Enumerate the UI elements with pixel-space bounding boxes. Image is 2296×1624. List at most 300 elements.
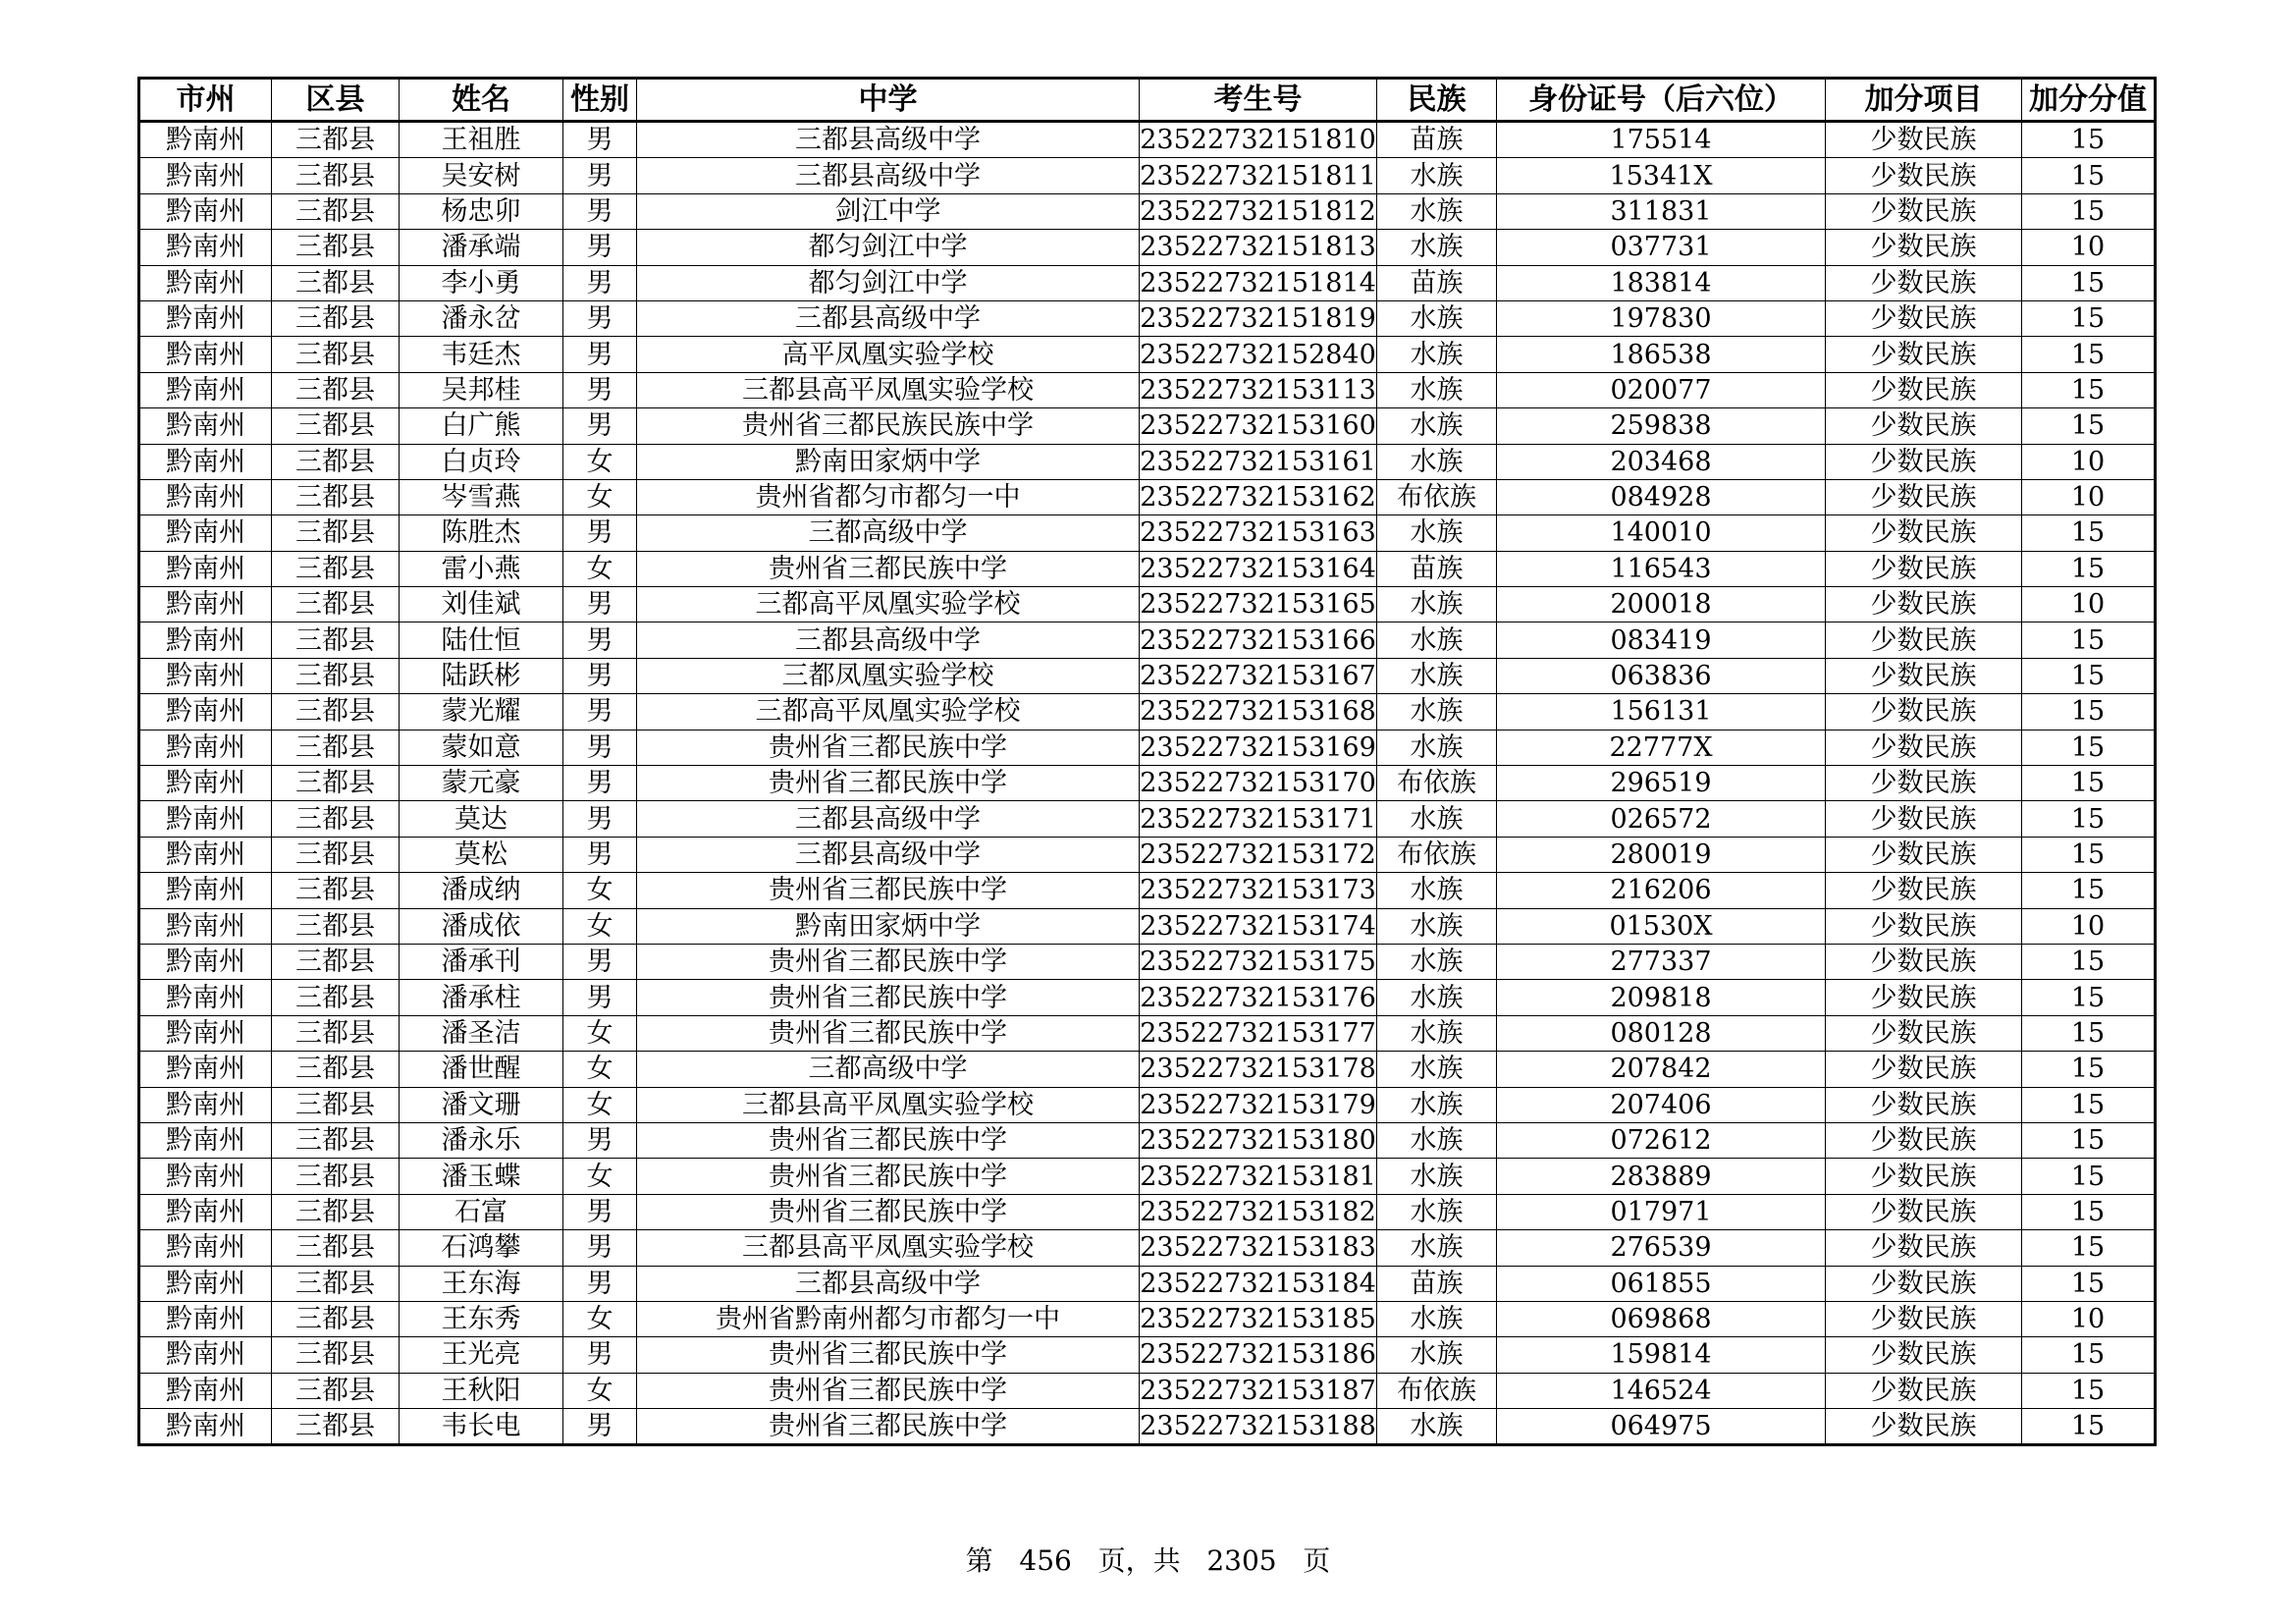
cell-exam-number: 23522732153179: [1140, 1087, 1377, 1122]
cell-city: 黔南州: [139, 1052, 272, 1087]
cell-bonus-points: 10: [2022, 908, 2156, 944]
cell-gender: 男: [563, 1266, 637, 1301]
cell-bonus-item: 少数民族: [1826, 1409, 2022, 1445]
cell-exam-number: 23522732151810: [1140, 122, 1377, 158]
cell-school: 三都县高级中学: [637, 801, 1140, 837]
cell-bonus-item: 少数民族: [1826, 479, 2022, 514]
table-row: [139, 694, 2156, 730]
cell-name: 莫松: [400, 837, 563, 872]
cell-name: 白贞玲: [400, 444, 563, 479]
cell-county: 三都县: [272, 587, 400, 623]
cell-ethnicity: 水族: [1377, 873, 1497, 908]
cell-bonus-item: 少数民族: [1826, 908, 2022, 944]
table-row: [139, 837, 2156, 872]
cell-bonus-item: 少数民族: [1826, 408, 2022, 444]
cell-bonus-points: 15: [2022, 1015, 2156, 1051]
cell-city: 黔南州: [139, 873, 272, 908]
cell-ethnicity: 苗族: [1377, 551, 1497, 586]
table-body: [139, 122, 2156, 1445]
cell-ethnicity: 水族: [1377, 908, 1497, 944]
cell-county: 三都县: [272, 623, 400, 658]
cell-school: 贵州省三都民族中学: [637, 730, 1140, 765]
cell-id-last-six: 200018: [1497, 587, 1826, 623]
cell-city: 黔南州: [139, 1373, 272, 1408]
cell-school: 黔南田家炳中学: [637, 908, 1140, 944]
cell-bonus-item: 少数民族: [1826, 730, 2022, 765]
cell-county: 三都县: [272, 944, 400, 979]
cell-bonus-item: 少数民族: [1826, 980, 2022, 1015]
cell-county: 三都县: [272, 551, 400, 586]
cell-ethnicity: 水族: [1377, 1087, 1497, 1122]
cell-city: 黔南州: [139, 122, 272, 158]
cell-name: 蒙如意: [400, 730, 563, 765]
cell-exam-number: 23522732153113: [1140, 372, 1377, 407]
cell-name: 陆仕恒: [400, 623, 563, 658]
table-row: [139, 944, 2156, 979]
cell-bonus-item: 少数民族: [1826, 1194, 2022, 1229]
cell-name: 潘承柱: [400, 980, 563, 1015]
cell-bonus-item: 少数民族: [1826, 230, 2022, 265]
cell-school: 贵州省三都民族中学: [637, 1409, 1140, 1445]
table-row: [139, 908, 2156, 944]
cell-county: 三都县: [272, 444, 400, 479]
cell-name: 莫达: [400, 801, 563, 837]
cell-school: 三都县高平凤凰实验学校: [637, 372, 1140, 407]
table-row: [139, 551, 2156, 586]
cell-school: 黔南田家炳中学: [637, 444, 1140, 479]
cell-county: 三都县: [272, 1266, 400, 1301]
cell-id-last-six: 183814: [1497, 265, 1826, 300]
cell-ethnicity: 苗族: [1377, 1266, 1497, 1301]
cell-name: 白广熊: [400, 408, 563, 444]
cell-county: 三都县: [272, 837, 400, 872]
cell-name: 王光亮: [400, 1337, 563, 1373]
cell-bonus-points: 15: [2022, 515, 2156, 551]
cell-exam-number: 23522732153180: [1140, 1122, 1377, 1158]
cell-city: 黔南州: [139, 158, 272, 193]
table-row: [139, 479, 2156, 514]
cell-name: 蒙元豪: [400, 766, 563, 801]
cell-city: 黔南州: [139, 1409, 272, 1445]
cell-gender: 男: [563, 766, 637, 801]
cell-ethnicity: 水族: [1377, 1159, 1497, 1194]
cell-ethnicity: 水族: [1377, 623, 1497, 658]
cell-exam-number: 23522732153167: [1140, 658, 1377, 693]
cell-id-last-six: 280019: [1497, 837, 1826, 872]
cell-gender: 男: [563, 1122, 637, 1158]
column-header-ethnicity: 民族: [1377, 79, 1497, 122]
table-row: [139, 1087, 2156, 1122]
cell-bonus-points: 10: [2022, 1301, 2156, 1336]
cell-bonus-item: 少数民族: [1826, 515, 2022, 551]
cell-ethnicity: 水族: [1377, 337, 1497, 372]
cell-city: 黔南州: [139, 372, 272, 407]
cell-bonus-item: 少数民族: [1826, 873, 2022, 908]
table-row: [139, 1230, 2156, 1266]
cell-name: 潘圣洁: [400, 1015, 563, 1051]
cell-ethnicity: 水族: [1377, 944, 1497, 979]
cell-ethnicity: 水族: [1377, 444, 1497, 479]
table-row: [139, 300, 2156, 336]
cell-exam-number: 23522732153176: [1140, 980, 1377, 1015]
cell-bonus-item: 少数民族: [1826, 1122, 2022, 1158]
cell-id-last-six: 296519: [1497, 766, 1826, 801]
cell-school: 三都县高级中学: [637, 837, 1140, 872]
cell-exam-number: 23522732153182: [1140, 1194, 1377, 1229]
cell-bonus-item: 少数民族: [1826, 658, 2022, 693]
cell-ethnicity: 苗族: [1377, 122, 1497, 158]
cell-gender: 男: [563, 158, 637, 193]
cell-school: 贵州省三都民族中学: [637, 873, 1140, 908]
cell-county: 三都县: [272, 158, 400, 193]
cell-county: 三都县: [272, 372, 400, 407]
cell-name: 王东秀: [400, 1301, 563, 1336]
cell-gender: 男: [563, 265, 637, 300]
cell-city: 黔南州: [139, 408, 272, 444]
cell-bonus-item: 少数民族: [1826, 1087, 2022, 1122]
cell-county: 三都县: [272, 1122, 400, 1158]
cell-bonus-item: 少数民族: [1826, 1337, 2022, 1373]
cell-bonus-points: 15: [2022, 730, 2156, 765]
cell-name: 韦廷杰: [400, 337, 563, 372]
cell-bonus-points: 10: [2022, 587, 2156, 623]
table-row: [139, 408, 2156, 444]
cell-county: 三都县: [272, 873, 400, 908]
table-row: [139, 444, 2156, 479]
cell-ethnicity: 水族: [1377, 372, 1497, 407]
cell-exam-number: 23522732153184: [1140, 1266, 1377, 1301]
cell-exam-number: 23522732153173: [1140, 873, 1377, 908]
cell-exam-number: 23522732152840: [1140, 337, 1377, 372]
cell-name: 石富: [400, 1194, 563, 1229]
cell-school: 都匀剑江中学: [637, 230, 1140, 265]
cell-id-last-six: 276539: [1497, 1230, 1826, 1266]
cell-name: 陆跃彬: [400, 658, 563, 693]
cell-exam-number: 23522732153160: [1140, 408, 1377, 444]
cell-name: 潘永岔: [400, 300, 563, 336]
cell-id-last-six: 061855: [1497, 1266, 1826, 1301]
cell-ethnicity: 布依族: [1377, 1373, 1497, 1408]
cell-school: 贵州省三都民族中学: [637, 1015, 1140, 1051]
cell-ethnicity: 布依族: [1377, 479, 1497, 514]
cell-city: 黔南州: [139, 193, 272, 229]
cell-city: 黔南州: [139, 230, 272, 265]
cell-bonus-points: 15: [2022, 1266, 2156, 1301]
cell-city: 黔南州: [139, 587, 272, 623]
cell-county: 三都县: [272, 1087, 400, 1122]
cell-gender: 女: [563, 444, 637, 479]
cell-exam-number: 23522732153174: [1140, 908, 1377, 944]
table-row: [139, 1337, 2156, 1373]
cell-bonus-item: 少数民族: [1826, 944, 2022, 979]
cell-bonus-points: 15: [2022, 408, 2156, 444]
cell-gender: 男: [563, 694, 637, 730]
cell-exam-number: 23522732151812: [1140, 193, 1377, 229]
cell-exam-number: 23522732153161: [1140, 444, 1377, 479]
cell-city: 黔南州: [139, 1301, 272, 1336]
column-header-county: 区县: [272, 79, 400, 122]
cell-county: 三都县: [272, 1337, 400, 1373]
column-header-bonus-item: 加分项目: [1826, 79, 2022, 122]
cell-county: 三都县: [272, 658, 400, 693]
cell-gender: 女: [563, 908, 637, 944]
cell-county: 三都县: [272, 801, 400, 837]
cell-bonus-item: 少数民族: [1826, 1015, 2022, 1051]
cell-city: 黔南州: [139, 1230, 272, 1266]
cell-name: 石鸿攀: [400, 1230, 563, 1266]
cell-county: 三都县: [272, 515, 400, 551]
column-header-bonus-points: 加分分值: [2022, 79, 2156, 122]
cell-bonus-item: 少数民族: [1826, 801, 2022, 837]
column-header-school: 中学: [637, 79, 1140, 122]
cell-exam-number: 23522732153162: [1140, 479, 1377, 514]
cell-city: 黔南州: [139, 444, 272, 479]
cell-bonus-points: 15: [2022, 1159, 2156, 1194]
cell-bonus-item: 少数民族: [1826, 122, 2022, 158]
cell-bonus-points: 15: [2022, 122, 2156, 158]
cell-county: 三都县: [272, 230, 400, 265]
cell-bonus-points: 15: [2022, 944, 2156, 979]
cell-exam-number: 23522732153165: [1140, 587, 1377, 623]
cell-bonus-item: 少数民族: [1826, 1266, 2022, 1301]
cell-id-last-six: 283889: [1497, 1159, 1826, 1194]
cell-school: 三都高级中学: [637, 1052, 1140, 1087]
cell-id-last-six: 277337: [1497, 944, 1826, 979]
cell-ethnicity: 水族: [1377, 1301, 1497, 1336]
cell-school: 剑江中学: [637, 193, 1140, 229]
cell-ethnicity: 水族: [1377, 1122, 1497, 1158]
cell-exam-number: 23522732153187: [1140, 1373, 1377, 1408]
cell-bonus-item: 少数民族: [1826, 694, 2022, 730]
cell-school: 贵州省三都民族中学: [637, 1373, 1140, 1408]
cell-id-last-six: 15341X: [1497, 158, 1826, 193]
cell-name: 潘承端: [400, 230, 563, 265]
cell-gender: 男: [563, 408, 637, 444]
cell-ethnicity: 水族: [1377, 408, 1497, 444]
cell-id-last-six: 22777X: [1497, 730, 1826, 765]
cell-bonus-item: 少数民族: [1826, 551, 2022, 586]
table-row: [139, 1194, 2156, 1229]
table-row: [139, 1122, 2156, 1158]
cell-city: 黔南州: [139, 1015, 272, 1051]
table-row: [139, 515, 2156, 551]
cell-id-last-six: 209818: [1497, 980, 1826, 1015]
cell-exam-number: 23522732153172: [1140, 837, 1377, 872]
cell-school: 贵州省都匀市都匀一中: [637, 479, 1140, 514]
cell-bonus-points: 15: [2022, 873, 2156, 908]
cell-id-last-six: 069868: [1497, 1301, 1826, 1336]
cell-bonus-item: 少数民族: [1826, 193, 2022, 229]
cell-id-last-six: 311831: [1497, 193, 1826, 229]
cell-ethnicity: 布依族: [1377, 837, 1497, 872]
cell-bonus-item: 少数民族: [1826, 158, 2022, 193]
cell-county: 三都县: [272, 1015, 400, 1051]
cell-gender: 男: [563, 587, 637, 623]
cell-exam-number: 23522732151819: [1140, 300, 1377, 336]
cell-id-last-six: 084928: [1497, 479, 1826, 514]
cell-bonus-points: 10: [2022, 479, 2156, 514]
column-header-gender: 性别: [563, 79, 637, 122]
cell-bonus-points: 15: [2022, 1337, 2156, 1373]
cell-bonus-item: 少数民族: [1826, 1159, 2022, 1194]
cell-county: 三都县: [272, 337, 400, 372]
cell-county: 三都县: [272, 1301, 400, 1336]
cell-id-last-six: 159814: [1497, 1337, 1826, 1373]
cell-name: 潘成依: [400, 908, 563, 944]
cell-ethnicity: 水族: [1377, 658, 1497, 693]
cell-bonus-points: 15: [2022, 1194, 2156, 1229]
cell-city: 黔南州: [139, 837, 272, 872]
cell-school: 贵州省三都民族中学: [637, 944, 1140, 979]
cell-id-last-six: 146524: [1497, 1373, 1826, 1408]
cell-school: 三都高平凤凰实验学校: [637, 694, 1140, 730]
table-row: [139, 730, 2156, 765]
cell-county: 三都县: [272, 300, 400, 336]
cell-bonus-item: 少数民族: [1826, 372, 2022, 407]
footer-total-pages: 2305: [1206, 1544, 1277, 1577]
cell-county: 三都县: [272, 1159, 400, 1194]
cell-bonus-points: 15: [2022, 658, 2156, 693]
table-row: [139, 1015, 2156, 1051]
footer-middle: 页，共: [1097, 1544, 1181, 1577]
cell-name: 吴邦桂: [400, 372, 563, 407]
cell-city: 黔南州: [139, 1087, 272, 1122]
cell-bonus-points: 15: [2022, 837, 2156, 872]
cell-bonus-item: 少数民族: [1826, 1301, 2022, 1336]
cell-gender: 男: [563, 837, 637, 872]
cell-exam-number: 23522732153177: [1140, 1015, 1377, 1051]
table-row: [139, 230, 2156, 265]
cell-city: 黔南州: [139, 1159, 272, 1194]
bonus-points-table: [137, 77, 2157, 1446]
cell-id-last-six: 197830: [1497, 300, 1826, 336]
cell-county: 三都县: [272, 122, 400, 158]
cell-exam-number: 23522732151814: [1140, 265, 1377, 300]
cell-school: 贵州省三都民族中学: [637, 1337, 1140, 1373]
table-row: [139, 1373, 2156, 1408]
cell-ethnicity: 水族: [1377, 1230, 1497, 1266]
cell-id-last-six: 063836: [1497, 658, 1826, 693]
cell-id-last-six: 259838: [1497, 408, 1826, 444]
cell-gender: 男: [563, 730, 637, 765]
cell-name: 蒙光耀: [400, 694, 563, 730]
cell-bonus-points: 15: [2022, 1087, 2156, 1122]
cell-school: 三都高平凤凰实验学校: [637, 587, 1140, 623]
cell-city: 黔南州: [139, 658, 272, 693]
cell-school: 三都县高平凤凰实验学校: [637, 1230, 1140, 1266]
cell-exam-number: 23522732153175: [1140, 944, 1377, 979]
cell-county: 三都县: [272, 1373, 400, 1408]
cell-bonus-points: 15: [2022, 1409, 2156, 1445]
cell-city: 黔南州: [139, 1337, 272, 1373]
cell-city: 黔南州: [139, 551, 272, 586]
cell-gender: 女: [563, 551, 637, 586]
cell-exam-number: 23522732153181: [1140, 1159, 1377, 1194]
cell-bonus-points: 15: [2022, 300, 2156, 336]
cell-exam-number: 23522732151813: [1140, 230, 1377, 265]
cell-bonus-points: 15: [2022, 193, 2156, 229]
cell-county: 三都县: [272, 1052, 400, 1087]
cell-exam-number: 23522732153188: [1140, 1409, 1377, 1445]
cell-name: 潘永乐: [400, 1122, 563, 1158]
cell-city: 黔南州: [139, 1194, 272, 1229]
cell-exam-number: 23522732153183: [1140, 1230, 1377, 1266]
cell-exam-number: 23522732153178: [1140, 1052, 1377, 1087]
cell-ethnicity: 水族: [1377, 1015, 1497, 1051]
cell-school: 三都高级中学: [637, 515, 1140, 551]
cell-id-last-six: 207406: [1497, 1087, 1826, 1122]
table-row: [139, 1409, 2156, 1445]
cell-gender: 女: [563, 1052, 637, 1087]
cell-bonus-points: 10: [2022, 230, 2156, 265]
cell-ethnicity: 水族: [1377, 730, 1497, 765]
cell-gender: 男: [563, 300, 637, 336]
column-header-name: 姓名: [400, 79, 563, 122]
cell-exam-number: 23522732153169: [1140, 730, 1377, 765]
cell-city: 黔南州: [139, 766, 272, 801]
cell-name: 王秋阳: [400, 1373, 563, 1408]
cell-county: 三都县: [272, 265, 400, 300]
column-header-id-last-six: 身份证号（后六位）: [1497, 79, 1826, 122]
cell-county: 三都县: [272, 1230, 400, 1266]
footer-suffix: 页: [1303, 1544, 1331, 1577]
cell-city: 黔南州: [139, 980, 272, 1015]
cell-school: 贵州省三都民族中学: [637, 766, 1140, 801]
cell-name: 潘成纳: [400, 873, 563, 908]
cell-id-last-six: 026572: [1497, 801, 1826, 837]
table-row: [139, 587, 2156, 623]
cell-bonus-item: 少数民族: [1826, 1052, 2022, 1087]
cell-name: 刘佳斌: [400, 587, 563, 623]
cell-name: 李小勇: [400, 265, 563, 300]
cell-ethnicity: 水族: [1377, 587, 1497, 623]
cell-id-last-six: 083419: [1497, 623, 1826, 658]
cell-county: 三都县: [272, 193, 400, 229]
cell-name: 王东海: [400, 1266, 563, 1301]
cell-ethnicity: 水族: [1377, 694, 1497, 730]
cell-bonus-item: 少数民族: [1826, 265, 2022, 300]
cell-bonus-item: 少数民族: [1826, 837, 2022, 872]
cell-id-last-six: 037731: [1497, 230, 1826, 265]
cell-exam-number: 23522732151811: [1140, 158, 1377, 193]
cell-ethnicity: 水族: [1377, 158, 1497, 193]
cell-county: 三都县: [272, 408, 400, 444]
cell-gender: 男: [563, 193, 637, 229]
cell-gender: 女: [563, 1159, 637, 1194]
table-row: [139, 801, 2156, 837]
cell-name: 潘世醒: [400, 1052, 563, 1087]
cell-id-last-six: 140010: [1497, 515, 1826, 551]
cell-county: 三都县: [272, 908, 400, 944]
table-row: [139, 265, 2156, 300]
cell-bonus-points: 15: [2022, 801, 2156, 837]
cell-gender: 女: [563, 1015, 637, 1051]
cell-city: 黔南州: [139, 730, 272, 765]
cell-gender: 男: [563, 980, 637, 1015]
cell-gender: 女: [563, 873, 637, 908]
table-row: [139, 193, 2156, 229]
cell-city: 黔南州: [139, 479, 272, 514]
cell-id-last-six: 207842: [1497, 1052, 1826, 1087]
footer-prefix: 第: [965, 1544, 993, 1577]
table-row: [139, 1159, 2156, 1194]
cell-school: 三都县高级中学: [637, 1266, 1140, 1301]
table-row: [139, 873, 2156, 908]
cell-exam-number: 23522732153171: [1140, 801, 1377, 837]
cell-gender: 男: [563, 337, 637, 372]
cell-id-last-six: 017971: [1497, 1194, 1826, 1229]
cell-county: 三都县: [272, 1194, 400, 1229]
